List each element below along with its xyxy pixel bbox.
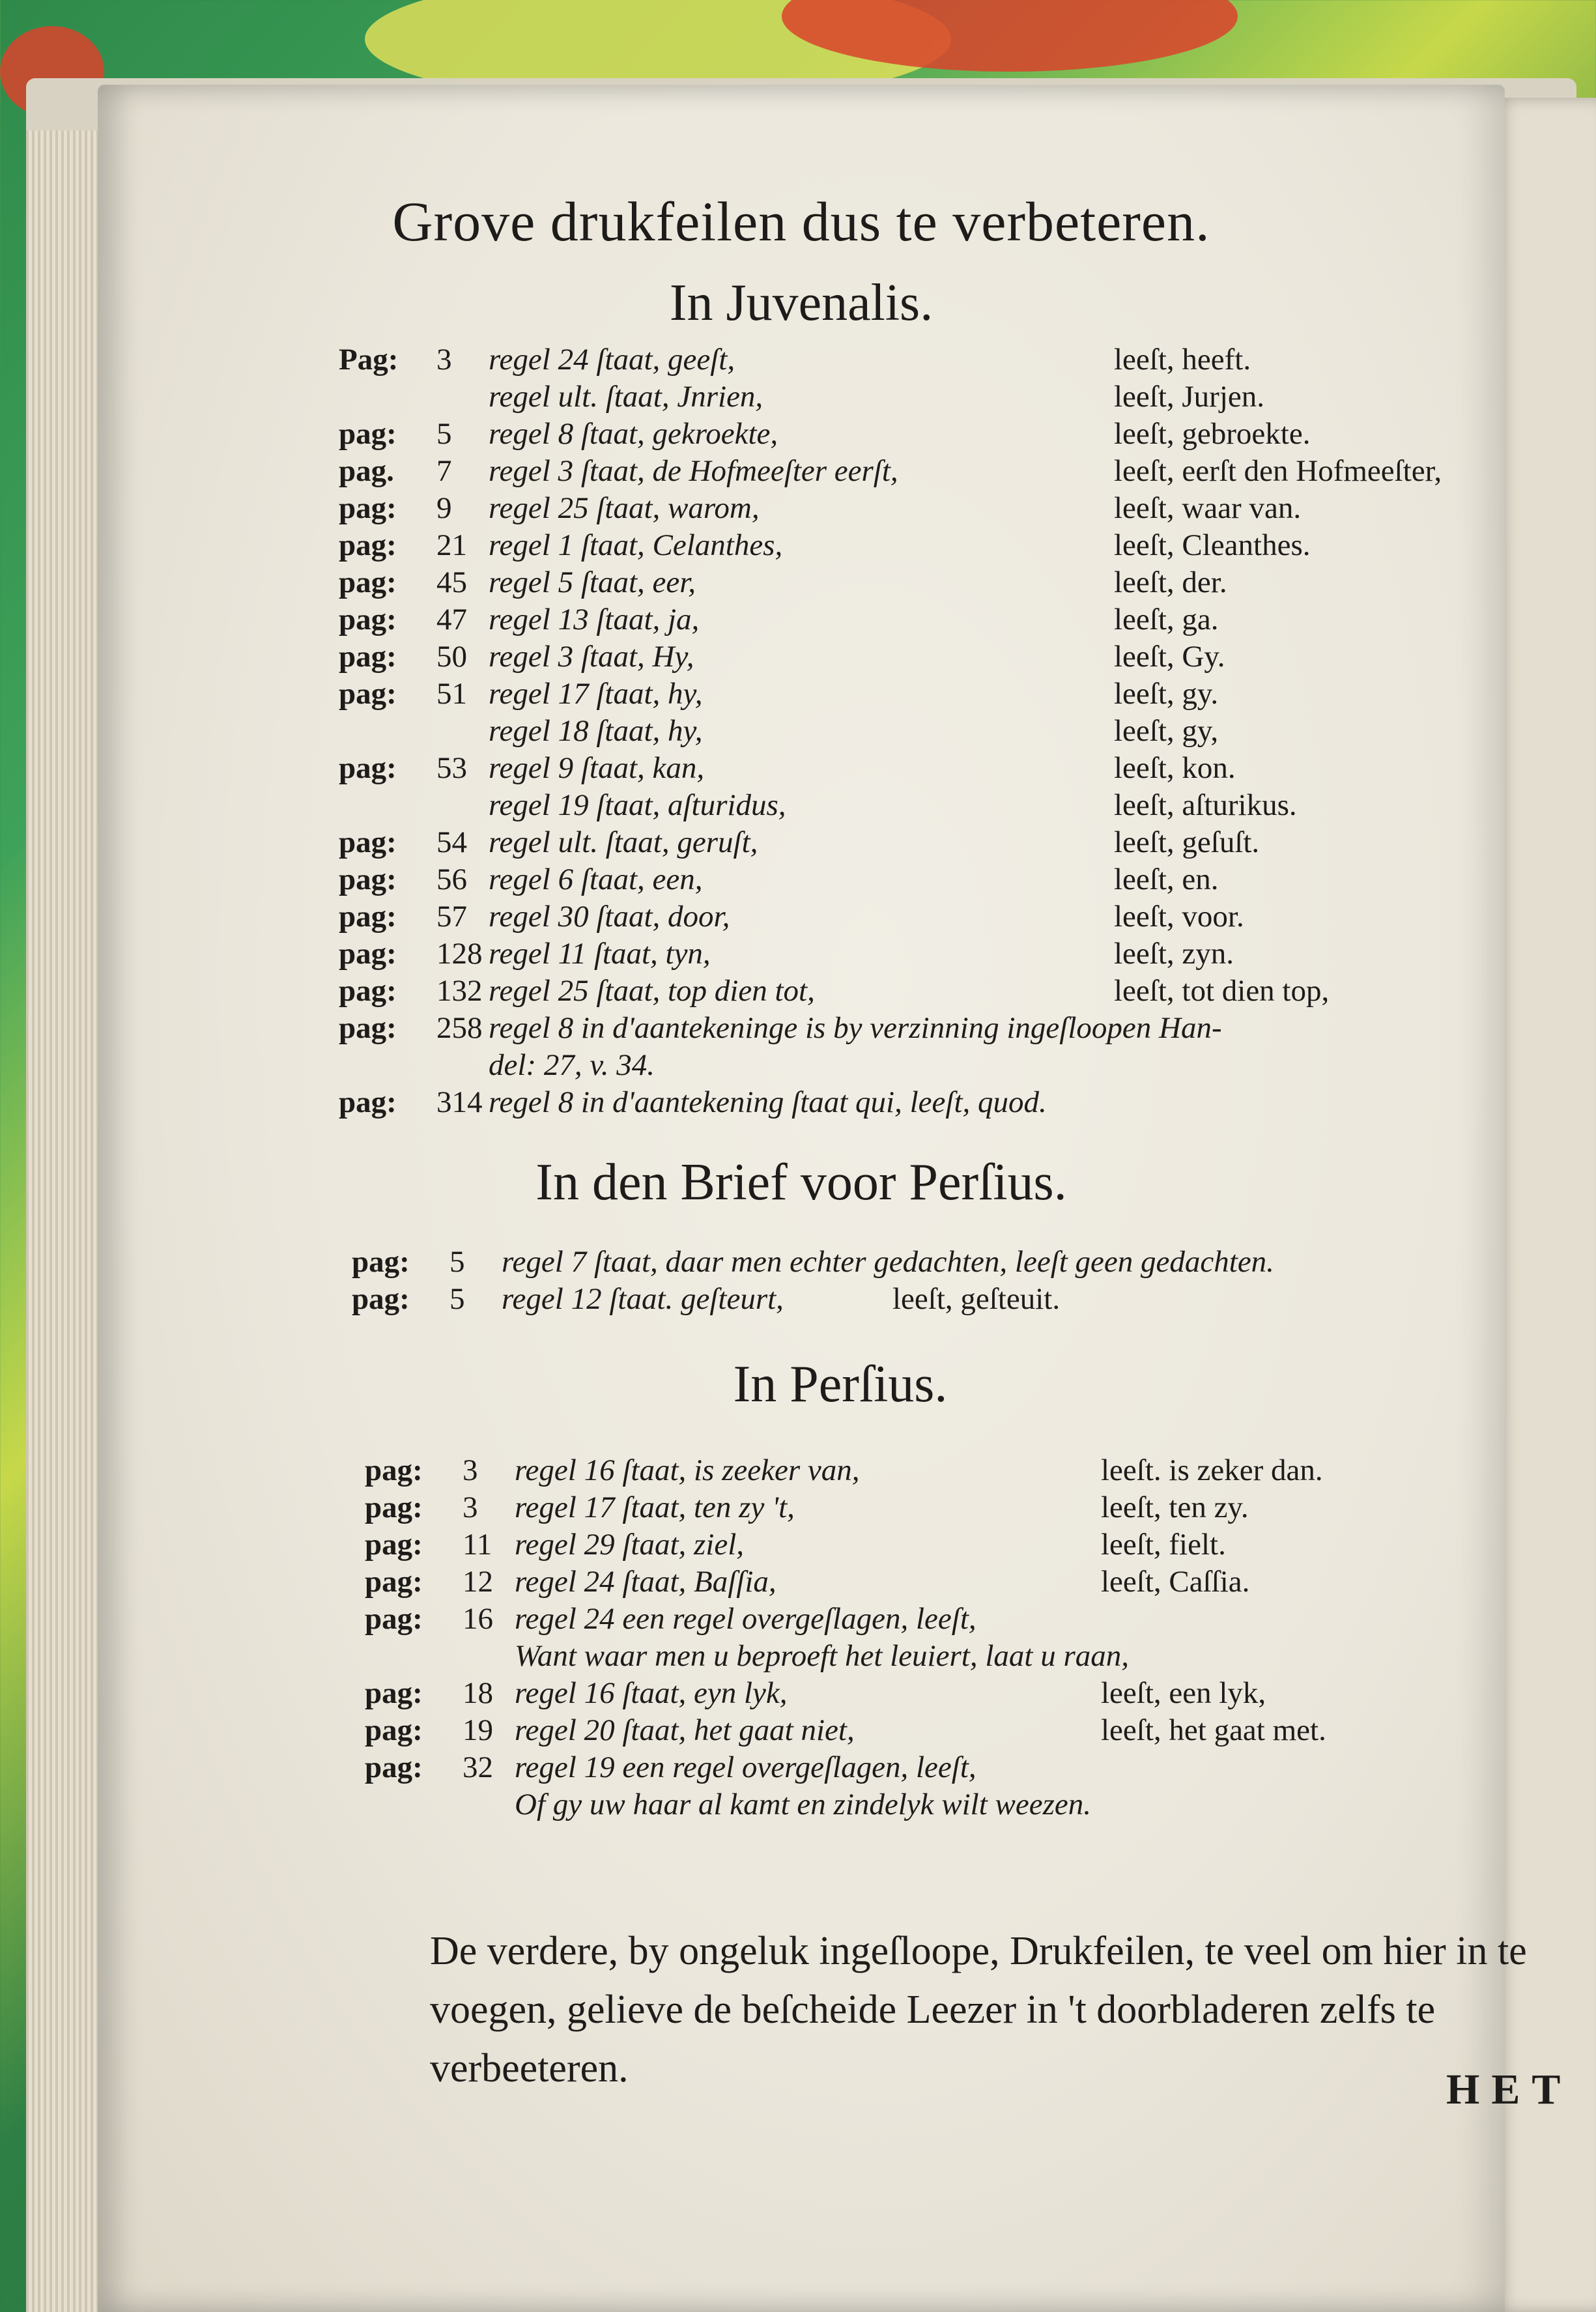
errata-row: pag: 314 regel 8 in d'aantekening ſtaat qui, leeſt, quod.: [339, 1085, 1047, 1119]
errata-row: pag: 128 regel 11 ſtaat, tyn, leeſt, zyn.: [339, 937, 1234, 971]
section-title-brief-persius: In den Brief voor Perſius.: [535, 1154, 1067, 1211]
errata-row: del: 27, v. 34.: [489, 1048, 655, 1082]
errata-row: pag: 47 regel 13 ſtaat, ja, leeſt, ga.: [339, 603, 1219, 636]
errata-row: pag: 9 regel 25 ſtaat, warom, leeſt, waar van.: [339, 491, 1302, 525]
section-title-juvenalis: In Juvenalis.: [669, 274, 933, 332]
errata-row: pag: 11 regel 29 ſtaat, ziel, leeſt, fielt.: [365, 1528, 1226, 1562]
errata-row: Of gy uw haar al kamt en zindelyk wilt weezen.: [515, 1788, 1092, 1821]
closing-paragraph: De verdere, by ongeluk ingeſloope, Drukfeilen, te veel om hier in te voegen, gelieve de beſcheide Leezer in 't doorbladeren zelfs te verbeeteren.: [430, 1929, 1527, 2091]
errata-row: pag. 7 regel 3 ſtaat, de Hofmeeſter eerſt, leeſt, eerſt den Hofmeeſter,: [339, 454, 1442, 488]
page-edges: [26, 130, 98, 2312]
section-title-persius: In Perſius.: [733, 1356, 948, 1413]
errata-row: pag: 12 regel 24 ſtaat, Baſſia, leeſt, Caſſia.: [365, 1565, 1250, 1599]
errata-row: pag: 16 regel 24 een regel overgeſlagen, leeſt,: [365, 1602, 976, 1636]
errata-row: regel ult. ſtaat, Jnrien, leeſt, Jurjen.: [489, 380, 1265, 414]
errata-row: pag: 3 regel 17 ſtaat, ten zy 't, leeſt, ten zy.: [365, 1491, 1249, 1524]
page-title: Grove drukfeilen dus te verbeteren.: [392, 190, 1210, 253]
errata-row: regel 18 ſtaat, hy, leeſt, gy,: [489, 714, 1219, 748]
catchword: HET: [1446, 2066, 1573, 2113]
errata-row: pag: 132 regel 25 ſtaat, top dien tot, leeſt, tot dien top,: [339, 974, 1330, 1008]
errata-row: pag: 5 regel 8 ſtaat, gekroekte, leeſt, gebroekte.: [339, 417, 1311, 451]
errata-row: pag: 32 regel 19 een regel overgeſlagen, leeſt,: [365, 1750, 976, 1784]
errata-row: pag: 5 regel 12 ſtaat. geſteurt, leeſt, geſteuit.: [352, 1282, 1061, 1316]
errata-row: pag: 51 regel 17 ſtaat, hy, leeſt, gy.: [339, 677, 1219, 711]
errata-row: pag: 21 regel 1 ſtaat, Celanthes, leeſt, Cleanthes.: [339, 528, 1311, 562]
errata-row: regel 19 ſtaat, aſturidus, leeſt, aſturikus.: [489, 788, 1297, 822]
errata-row: pag: 19 regel 20 ſtaat, het gaat niet, leeſt, het gaat met.: [365, 1713, 1326, 1747]
errata-list-persius: [365, 1453, 1589, 1824]
errata-row: pag: 18 regel 16 ſtaat, eyn lyk, leeſt, een lyk,: [365, 1676, 1266, 1710]
errata-row: pag: 54 regel ult. ſtaat, geruſt, leeſt, geſuſt.: [339, 825, 1260, 859]
errata-row: pag: 56 regel 6 ſtaat, een, leeſt, en.: [339, 863, 1219, 896]
errata-row: pag: 3 regel 16 ſtaat, is zeeker van, leeſt. is zeker dan.: [365, 1453, 1323, 1487]
errata-list-brief-persius: [352, 1244, 1589, 1319]
errata-row: pag: 53 regel 9 ſtaat, kan, leeſt, kon.: [339, 751, 1236, 785]
errata-row: pag: 5 regel 7 ſtaat, daar men echter gedachten, leeſt geen gedachten.: [352, 1245, 1274, 1279]
errata-row: Want waar men u beproeft het leuiert, laat u raan,: [515, 1639, 1129, 1673]
errata-row: Pag: 3 regel 24 ſtaat, geeſt, leeſt, heeft.: [339, 343, 1251, 377]
errata-row: pag: 50 regel 3 ſtaat, Hy, leeſt, Gy.: [339, 640, 1225, 674]
errata-row: pag: 57 regel 30 ſtaat, door, leeſt, voor.: [339, 900, 1244, 934]
book-page: [98, 85, 1573, 2312]
errata-row: pag: 45 regel 5 ſtaat, eer, leeſt, der.: [339, 565, 1227, 599]
errata-row: pag: 258 regel 8 in d'aantekeninge is by verzinning ingeſloopen Han-: [339, 1011, 1222, 1045]
errata-list-juvenalis: [339, 342, 1576, 1122]
